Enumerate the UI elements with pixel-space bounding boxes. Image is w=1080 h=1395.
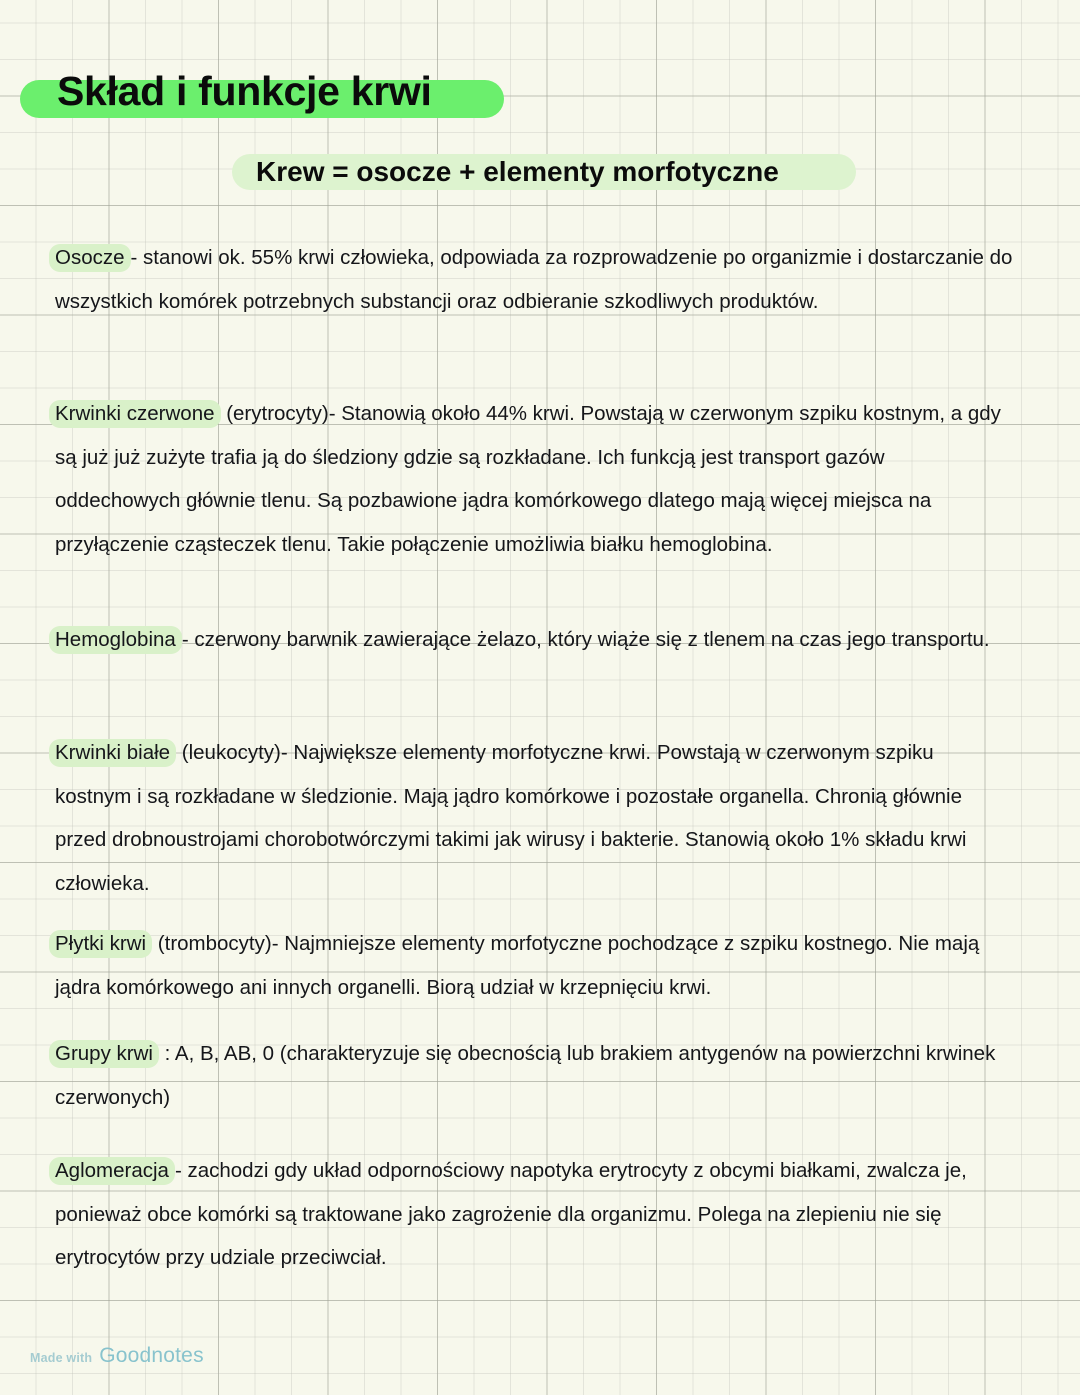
page-title xyxy=(20,60,432,122)
term-highlight-hemoglobina: Hemoglobina xyxy=(49,626,182,654)
term-highlight-grupy-krwi: Grupy krwi xyxy=(49,1040,159,1068)
note-section-hemoglobina xyxy=(55,618,1015,662)
section-body-krwinki-czerwone: (erytrocyty)- Stanowią około 44% krwi. Powstają w czerwonym szpiku kostnym, a gdy są już już zużyte trafia ją do śledziony gdzie są rozkładane. Ich funkcją jest transport gazów oddechowych głównie tlenu. Są pozbawione jądra komórkowego dlatego mają więcej miejsca na przyłączenie cząsteczek tlenu. Takie połączenie umożliwia białku hemoglobina. xyxy=(55,402,1001,556)
watermark-brand-text: Goodnotes xyxy=(99,1344,204,1367)
note-section-aglomeracja xyxy=(55,1149,1015,1280)
section-body-grupy-krwi: : A, B, AB, 0 (charakteryzuje się obecnością lub brakiem antygenów na powierzchni krwinek czerwonych) xyxy=(55,1042,996,1109)
note-section-krwinki-biale xyxy=(55,731,1015,905)
watermark-prefix-text: Made with xyxy=(30,1351,93,1365)
note-section-krwinki-czerwone xyxy=(55,392,1015,566)
term-highlight-aglomeracja: Aglomeracja xyxy=(49,1157,175,1185)
term-highlight-krwinki-czerwone: Krwinki czerwone xyxy=(49,400,221,428)
section-body-krwinki-biale: (leukocyty)- Największe elementy morfotyczne krwi. Powstają w czerwonym szpiku kostnym i są rozkładane w śledzionie. Mają jądro komórkowe i pozostałe organella. Chronią głównie przed drobnoustrojami chorobotwórczymi takimi jak wirusy i bakterie. Stanowią około 1% składu krwi człowieka. xyxy=(55,741,967,895)
section-body-plytki-krwi: (trombocyty)- Najmniejsze elementy morfotyczne pochodzące z szpiku kostnego. Nie mają jądra komórkowego ani innych organelli. Biorą udział w krzepnięciu krwi. xyxy=(55,932,980,999)
subtitle-text: Krew = osocze + elementy morfotyczne xyxy=(256,156,779,187)
subtitle xyxy=(232,152,779,194)
term-highlight-osocze: Osocze xyxy=(49,244,131,272)
section-body-aglomeracja: - zachodzi gdy układ odpornościowy napotyka erytrocyty z obcymi białkami, zwalcza je, ponieważ obce komórki są traktowane jako zagrożenie dla organizmu. Polega na zlepieniu nie się erytrocytów przy udziale przeciwciał. xyxy=(55,1159,967,1269)
section-body-hemoglobina: - czerwony barwnik zawierające żelazo, który wiąże się z tlenem na czas jego transportu. xyxy=(181,628,990,651)
term-highlight-krwinki-biale: Krwinki białe xyxy=(49,739,176,767)
section-body-osocze: - stanowi ok. 55% krwi człowieka, odpowiada za rozprowadzenie po organizmie i dostarczanie do wszystkich komórek potrzebnych substancji oraz odbieranie szkodliwych produktów. xyxy=(55,246,1013,313)
note-section-osocze xyxy=(55,236,1015,323)
term-highlight-plytki-krwi: Płytki krwi xyxy=(49,930,152,958)
note-section-grupy-krwi xyxy=(55,1032,1015,1119)
page-title-text: Skład i funkcje krwi xyxy=(57,67,432,114)
note-section-plytki-krwi xyxy=(55,922,1015,1009)
goodnotes-watermark xyxy=(30,1344,204,1368)
